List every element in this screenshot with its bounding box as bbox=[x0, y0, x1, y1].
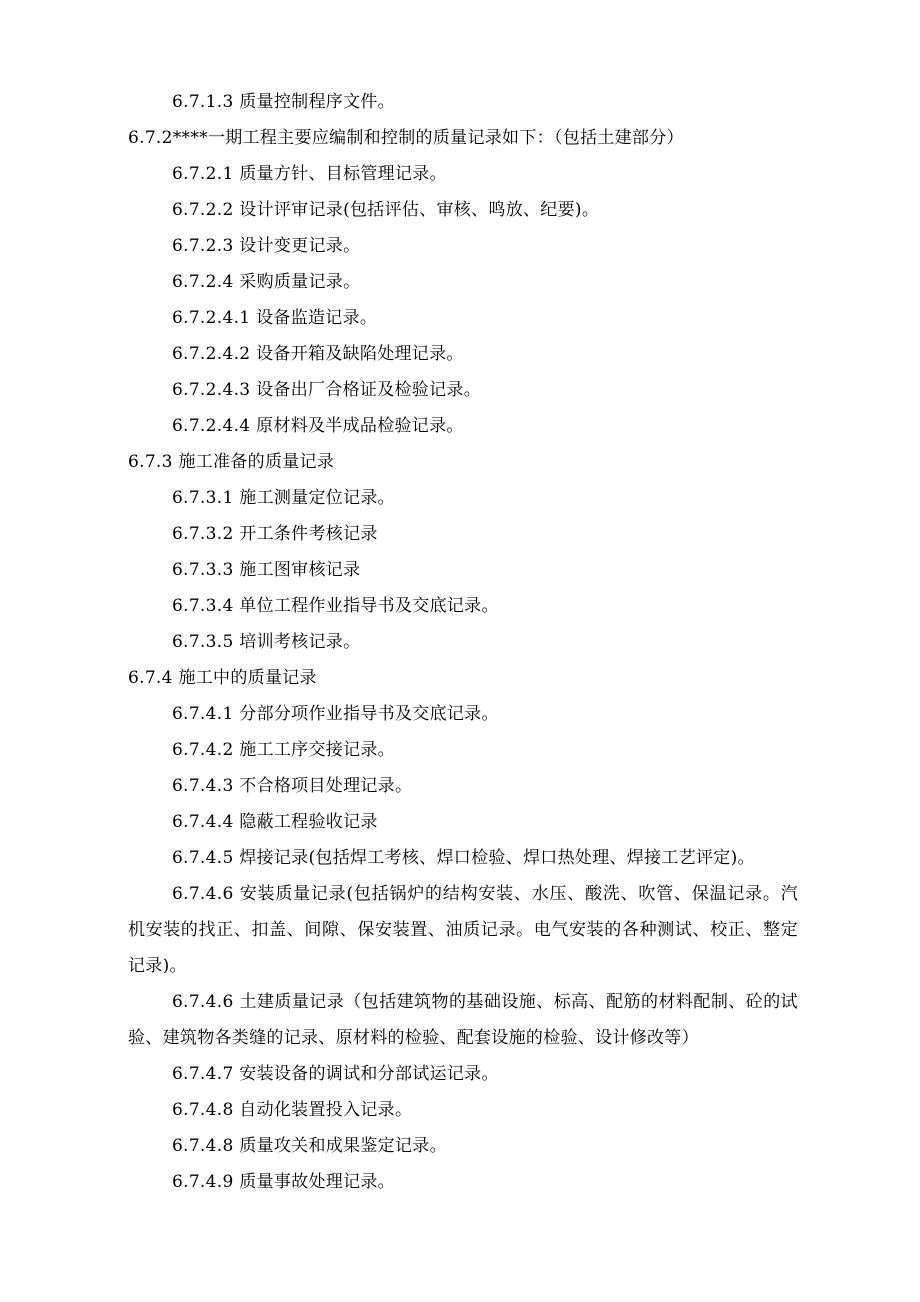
clause-6-7-4-1: 6.7.4.1 分部分项作业指导书及交底记录。 bbox=[172, 704, 499, 724]
clause-6-7-2-4: 6.7.2.4 采购质量记录。 bbox=[172, 272, 361, 292]
clause-6-7-2-4-1: 6.7.2.4.1 设备监造记录。 bbox=[172, 308, 378, 328]
clause-6-7-3-1: 6.7.3.1 施工测量定位记录。 bbox=[172, 488, 395, 508]
clause-6-7-2-2: 6.7.2.2 设计评审记录(包括评估、审核、鸣放、纪要)。 bbox=[172, 200, 600, 220]
clause-6-7-4-8-quality: 6.7.4.8 质量攻关和成果鉴定记录。 bbox=[172, 1136, 447, 1156]
clause-6-7-4-9: 6.7.4.9 质量事故处理记录。 bbox=[172, 1172, 395, 1192]
clause-6-7-3-2: 6.7.3.2 开工条件考核记录 bbox=[172, 524, 378, 544]
clause-6-7-4-4: 6.7.4.4 隐蔽工程验收记录 bbox=[172, 812, 378, 832]
clause-6-7-3-3: 6.7.3.3 施工图审核记录 bbox=[172, 560, 361, 580]
clause-6-7-4-6-installation: 6.7.4.6 安装质量记录(包括锅炉的结构安装、水压、酸洗、吹管、保温记录。汽机安装的找正、扣盖、间隙、保安装置、油质记录。电气安装的各种测试、校正、整定记录)。 bbox=[128, 884, 798, 976]
clause-6-7-4-5: 6.7.4.5 焊接记录(包括焊工考核、焊口检验、焊口热处理、焊接工艺评定)。 bbox=[172, 848, 755, 868]
clause-6-7-4-2: 6.7.4.2 施工工序交接记录。 bbox=[172, 740, 395, 760]
section-6-7-4-heading: 6.7.4 施工中的质量记录 bbox=[128, 668, 317, 688]
clause-6-7-4-3: 6.7.4.3 不合格项目处理记录。 bbox=[172, 776, 413, 796]
clause-6-7-2-4-4: 6.7.2.4.4 原材料及半成品检验记录。 bbox=[172, 416, 464, 436]
clause-6-7-4-6-civil: 6.7.4.6 土建质量记录（包括建筑物的基础设施、标高、配筋的材料配制、砼的试验、建筑物各类缝的记录、原材料的检验、配套设施的检验、设计修改等） bbox=[128, 992, 798, 1048]
clause-6-7-2-1: 6.7.2.1 质量方针、目标管理记录。 bbox=[172, 164, 447, 184]
clause-6-7-4-7: 6.7.4.7 安装设备的调试和分部试运记录。 bbox=[172, 1064, 499, 1084]
clause-6-7-2-3: 6.7.2.3 设计变更记录。 bbox=[172, 236, 361, 256]
clause-6-7-4-8-automation: 6.7.4.8 自动化装置投入记录。 bbox=[172, 1100, 413, 1120]
clause-6-7-1-3: 6.7.1.3 质量控制程序文件。 bbox=[172, 92, 395, 112]
clause-6-7-3-4: 6.7.3.4 单位工程作业指导书及交底记录。 bbox=[172, 596, 499, 616]
clause-6-7-3-5: 6.7.3.5 培训考核记录。 bbox=[172, 632, 361, 652]
clause-6-7-2-4-3: 6.7.2.4.3 设备出厂合格证及检验记录。 bbox=[172, 380, 481, 400]
clause-6-7-2-4-2: 6.7.2.4.2 设备开箱及缺陷处理记录。 bbox=[172, 344, 464, 364]
section-6-7-3-heading: 6.7.3 施工准备的质量记录 bbox=[128, 452, 335, 472]
clause-6-7-2: 6.7.2****一期工程主要应编制和控制的质量记录如下：（包括土建部分） bbox=[128, 128, 684, 148]
